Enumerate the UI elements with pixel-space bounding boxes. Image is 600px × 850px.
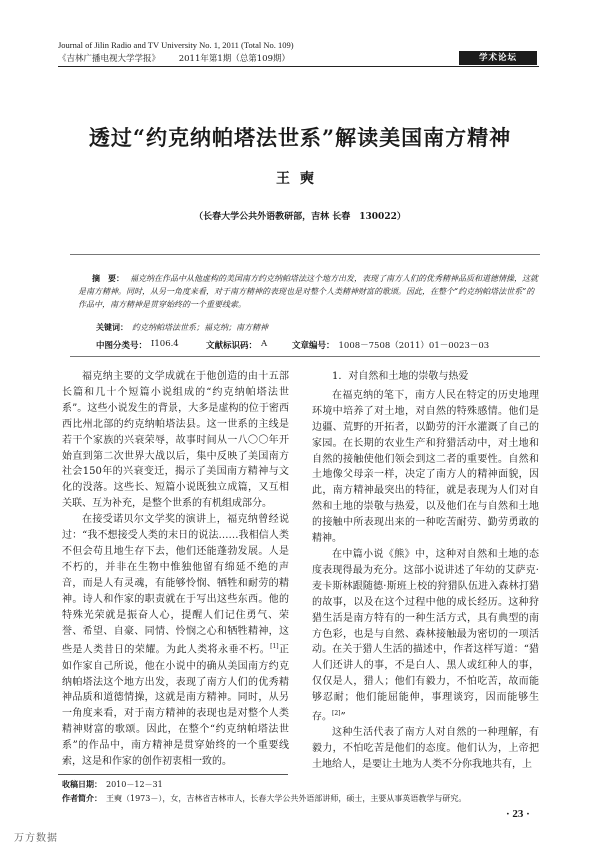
section-badge: 学术论坛 [459,51,537,65]
article-no-field [292,339,490,351]
citation-marker: [2] [332,710,341,718]
doc-code-label: 文献标识码： [206,341,258,351]
journal-name: 《吉林广播电视大学学报》 [58,54,161,64]
abstract-label: 摘 要： [92,273,124,283]
body-paragraph [62,512,289,770]
citation-marker: [1] [270,643,279,651]
author-bio-text: 王奭（1973－），女，吉林省吉林市人，长春大学公共外语部讲师，硕士，主要从事英语教学与研究。 [106,794,467,803]
keywords-value: 约克纳帕塔法世系；福克纳；南方精神 [132,323,268,332]
article-author: 王奭 [276,171,324,187]
body-paragraph: 这种生活代表了南方人对自然的一种理解，有毅力，不怕吃苦是他们的态度。他们认为，上帝把土地给人，是要让土地为人类不分你我地共有，上 [312,727,539,771]
page-number: · 23 · [506,808,530,820]
abstract-text: 福克纳在作品中从他虚构的美国南方约克纳帕塔法这个地方出发，表现了南方人们的优秀精神品质和道德情操，这就是南方精神。同时，从另一角度来看，对于南方精神的表现也是对整个人类精神财富的歌颂。因此，在整个“约克纳帕塔法世系”的作品中，南方精神是贯穿始终的一个重要线索。 [78,274,538,309]
body-paragraph [312,547,539,725]
abstract-block [78,272,538,311]
body-left-column [62,369,289,770]
section-heading: 1．对自然和土地的崇敬与热爱 [332,371,469,382]
article-no-label: 文章编号： [292,341,335,351]
abstract-top-rule [70,254,540,255]
watermark: 万方数据 [14,833,58,844]
doc-code-value: A [261,339,268,349]
received-date [62,779,163,790]
keywords-line [96,322,268,333]
article-no-value: 1008－7508（2011）01－0023－03 [338,341,490,351]
body-right-column [312,369,539,773]
abstract-bottom-rule [70,356,540,357]
journal-issue: 2011年第1期（总第109期） [178,54,290,64]
footnote-rule [58,774,288,775]
received-label: 收稿日期： [62,779,102,789]
journal-header-english: Journal of Jilin Radio and TV University No. 1, 2011 (Total No. 109) [58,40,294,50]
body-paragraph: 福克纳主要的文学成就在于他创造的由十五部长篇和几十个短篇小说组成的“约克纳帕塔法世系”。这些小说发生的背景，大多是虚构的位于密西西比州北部的约克纳帕塔法县。这一世系的主线是若干个家族的兴衰荣辱，故事时间从一八〇〇年开始直到第二次世界大战以后，集中反映了美国南方社会150年的兴衰变迁，揭示了美国南方精神与文化的没落。这些长、短篇小说既独立成篇，又互相关联、互为补充，是整个世系的有机组成部分。 [62,371,289,510]
keywords-label: 关键词： [96,322,128,332]
author-bio [62,793,542,804]
paragraph-text: 正如作家自己所说，他在小说中的确从美国南方约克纳帕塔法这个地方出发，表现了南方人们的优秀精神品质和道德情操，这就是南方精神。同时，从另一角度来看，对于南方精神的表现也是对整个人类精神财富的歌颂。因此，在整个“约克纳帕塔法世系”的作品中，南方精神是贯穿始终的一个重要线索，这是和作家的创作初衷相一致的。 [62,644,290,768]
paragraph-text: 在接受诺贝尔文学奖的演讲上，福克纳曾经说过：“我不想接受人类的末日的说法……我相信人类不但会苟且地生存下去，他们还能蓬勃发展。人是不朽的，并非在生物中惟独他留有绵延不绝的声音，而是人有灵魂，有能够怜悯、牺牲和耐劳的精神。诗人和作家的职责就在于写出这些东西。他的特殊光荣就是振奋人心，提醒人们记住勇气、荣誉、希望、自豪、同情、怜悯之心和牺牲精神，这些是人类昔日的荣耀。为此人类将永垂不朽。 [62,514,289,656]
doc-code-field [206,339,268,351]
article-title: 透过“约克纳帕塔法世系”解读美国南方精神 [88,125,512,150]
paragraph-text: 在中篇小说《熊》中，这种对自然和土地的态度表现得最为充分。这部小说讲述了年幼的艾萨克·麦卡斯林跟随德·斯班上校的狩猎队伍进入森林打猎的故事，以及在这个过程中他的成长经历。这种狩猎生活是南方特有的一种生活方式，具有典型的南方色彩，也是与自然、森林接触最为密切的一项活动。在关于猎人生活的描述中，作者这样写道：“猎人们还讲人的事，不是白人、黑人或红种人的事，仅仅是人，猎人；他们有毅力，不怕吃苦，故而能够忍耐；他们能屈能伸，事理谈窍，因而能够生存。 [312,548,539,723]
header-rule [58,66,539,67]
clc-label: 中图分类号： [96,341,148,351]
author-bio-label: 作者简介： [62,793,102,803]
clc-value: I106.4 [151,339,179,349]
paragraph-text: ” [340,711,346,723]
author-affiliation: （长春大学公共外语教研部，吉林 长春 130022） [194,212,406,222]
clc-field [96,339,179,351]
body-paragraph: 在福克纳的笔下，南方人民在特定的历史地理环境中培养了对土地，对自然的特殊感情。他们是边疆、荒野的开拓者，以勤劳的汗水灌溉了自己的家园。在长期的农业生产和狩猎活动中，对土地和自然的接触使他们领会到这二者的重要性。自然和土地像父母亲一样，决定了南方人的精神面貌，因此，南方精神最突出的特征，就是表现为人们对自然和土地的崇敬与热爱，以及他们在与自然和土地的接触中所表现出来的一种吃苦耐劳、勤劳勇敢的精神。 [312,389,539,545]
journal-header-chinese [58,52,306,64]
received-value: 2010－12－31 [106,780,163,789]
